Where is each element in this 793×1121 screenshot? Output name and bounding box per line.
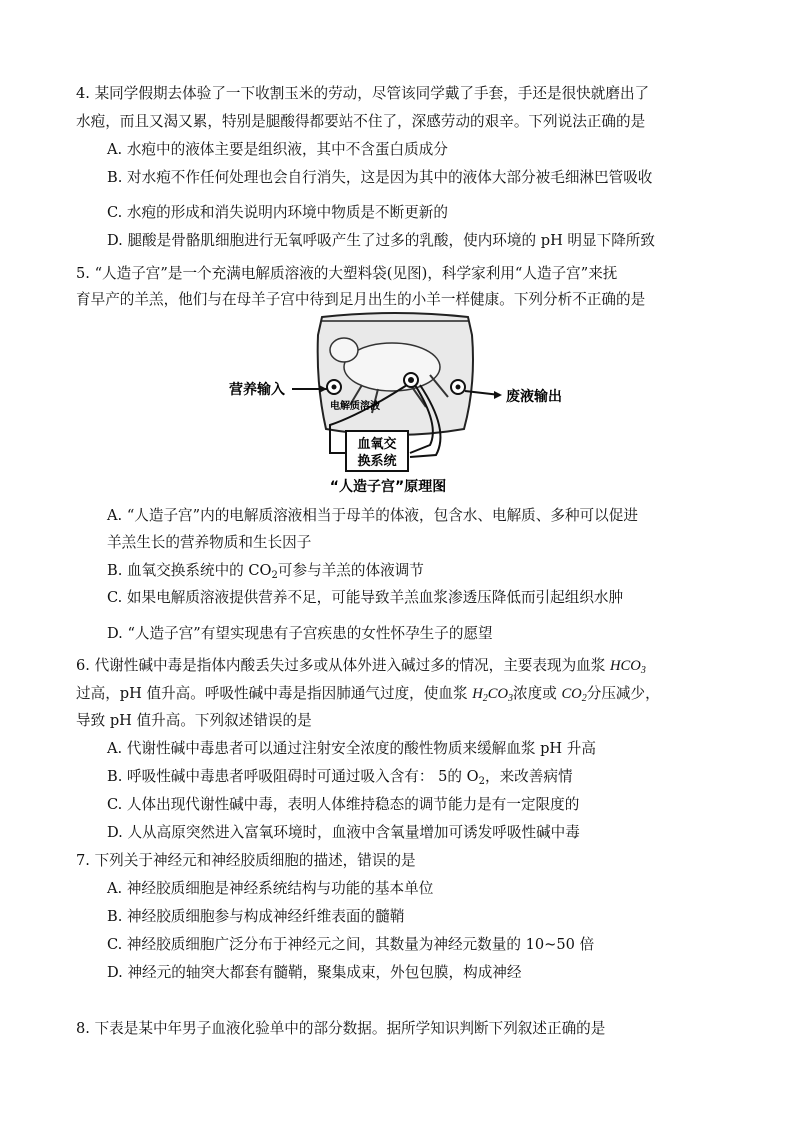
lamb-head <box>330 338 358 362</box>
q4-option-d: D. 腿酸是骨骼肌细胞进行无氧呼吸产生了过多的乳酸，使内环境的 pH 明显下降所致 <box>107 232 655 249</box>
q6-stem-line-2: 过高，pH 值升高。呼吸性碱中毒是指因肺通气过度，使血浆 $H_2CO_3$浓度或 $CO_2$分压减少， <box>76 685 660 704</box>
q6-option-b: B. 呼吸性碱中毒患者呼吸阻碍时可通过吸入含有： 5的 $O_2$，来改善病情 <box>107 768 573 787</box>
q7-option-d: D. 神经元的轴突大都套有髓鞘，聚集成束，外包包膜，构成神经 <box>107 964 522 981</box>
q4-option-c: C. 水疱的形成和消失说明内环境中物质是不断更新的 <box>107 204 448 221</box>
q5-stem-line-1: 5. “人造子宫”是一个充满电解质溶液的大塑料袋(见图)，科学家利用“人造子宫”来抚 <box>76 265 618 282</box>
figure-label-input: 营养输入 <box>229 382 285 398</box>
figure-label-system-1: 血氧交 <box>357 437 397 452</box>
figure-label-system-2: 换系统 <box>357 454 397 469</box>
q5-option-a-line-2: 羊羔生长的营养物质和生长因子 <box>107 534 312 551</box>
q5-option-c: C. 如果电解质溶液提供营养不足，可能导致羊羔血浆渗透压降低而引起组织水肿 <box>107 589 624 606</box>
artificial-womb-figure <box>0 305 793 505</box>
q5-stem-line-2: 育早产的羊羔，他们与在母羊子宫中待到足月出生的小羊一样健康。下列分析不正确的是 <box>76 291 646 308</box>
q4-option-b: B. 对水疱不作任何处理也会自行消失，这是因为其中的液体大部分被毛细淋巴管吸收 <box>107 169 653 186</box>
figure-label-output: 废液输出 <box>506 389 562 405</box>
q5-option-b: B. 血氧交换系统中的 $CO_2$可参与羊羔的体液调节 <box>107 562 424 581</box>
q4-option-a: A. 水疱中的液体主要是组织液，其中不含蛋白质成分 <box>107 141 448 158</box>
figure-label-solution: 电解质溶液 <box>330 401 380 412</box>
q6-stem-line-1: 6. 代谢性碱中毒是指体内酸丢失过多或从体外进入碱过多的情况，主要表现为血浆 $HCO_3$ <box>76 657 646 676</box>
q4-stem-line-1: 4. 某同学假期去体验了一下收割玉米的劳动，尽管该同学戴了手套，手还是很快就磨出了 <box>76 85 650 102</box>
q6-option-a: A. 代谢性碱中毒患者可以通过注射安全浓度的酸性物质来缓解血浆 pH 升高 <box>107 740 596 757</box>
q7-option-b: B. 神经胶质细胞参与构成神经纤维表面的髓鞘 <box>107 908 405 925</box>
q7-option-c: C. 神经胶质细胞广泛分布于神经元之间，其数量为神经元数量的 10~50 倍 <box>107 936 595 953</box>
figure-caption: “人造子宫”原理图 <box>329 479 447 495</box>
q6-stem-line-3: 导致 pH 值升高。下列叙述错误的是 <box>76 712 312 729</box>
q6-option-c: C. 人体出现代谢性碱中毒，表明人体维持稳态的调节能力是有一定限度的 <box>107 796 580 813</box>
q5-option-a-line-1: A. “人造子宫”内的电解质溶液相当于母羊的体液，包含水、电解质、多种可以促进 <box>107 507 638 524</box>
q8-stem: 8. 下表是某中年男子血液化验单中的部分数据。据所学知识判断下列叙述正确的是 <box>76 1020 606 1037</box>
q7-stem: 7. 下列关于神经元和神经胶质细胞的描述，错误的是 <box>76 852 416 869</box>
q4-stem-line-2: 水疱，而且又渴又累，特别是腿酸得都要站不住了，深感劳动的艰辛。下列说法正确的是 <box>76 113 646 130</box>
q7-option-a: A. 神经胶质细胞是神经系统结构与功能的基本单位 <box>107 880 434 897</box>
q5-option-d: D. “人造子宫”有望实现患有子宫疾患的女性怀孕生子的愿望 <box>107 625 493 642</box>
q6-option-d: D. 人从高原突然进入富氧环境时，血液中含氧量增加可诱发呼吸性碱中毒 <box>107 824 580 841</box>
